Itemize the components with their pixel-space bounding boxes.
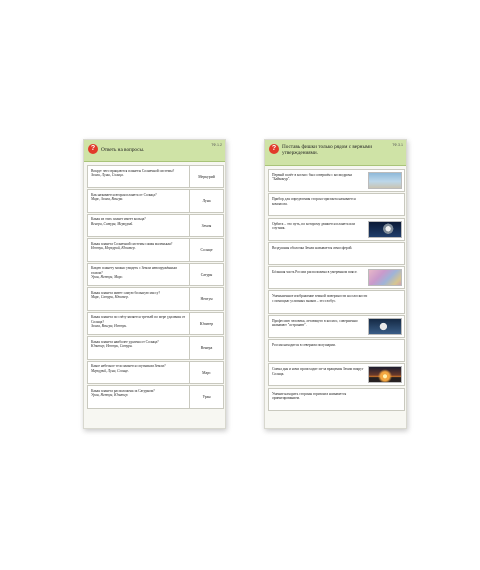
question-label: Какую планету можно увидеть с Земли невооружённым глазом?	[91, 266, 177, 275]
answer-cell[interactable]: Венера	[189, 337, 223, 358]
question-row	[87, 312, 224, 335]
statement-row[interactable]	[268, 193, 405, 216]
question-row	[87, 361, 224, 384]
question-list	[87, 165, 224, 410]
question-row	[87, 263, 224, 286]
card-title: Поставь фишки только рядом с верными утверждениями.	[282, 144, 372, 156]
question-label: Какая планета по счёту является третьей по мере удаления от Солнца?	[91, 315, 186, 324]
question-text	[91, 266, 189, 279]
question-options: Марс, Сатурн, Юпитер.	[91, 295, 129, 300]
question-options: Земли, Луны, Солнца.	[91, 172, 124, 177]
question-row	[87, 385, 224, 408]
question-text	[91, 340, 189, 349]
statement-text: Бóльшая часть России расположена в умеренном поясе.	[272, 270, 358, 275]
card-header	[265, 140, 406, 166]
answer-cell[interactable]: Меркурий	[189, 166, 223, 187]
question-options: Марс, Земля, Венера.	[91, 197, 124, 202]
question-options: Уран, Нептун, Юпитер.	[91, 393, 129, 398]
question-label: Какое небесное тело является спутником Земли?	[91, 364, 166, 369]
question-text	[91, 242, 189, 251]
quiz-card-statements	[264, 139, 407, 429]
statement-row[interactable]	[268, 363, 405, 386]
statement-text: Профессию человека, летающего в космос, совершенно называют "астронавт".	[272, 318, 358, 327]
statement-row[interactable]	[268, 218, 405, 241]
question-options: Уран, Нептун, Марс.	[91, 275, 124, 280]
statement-text: Смена дня и ночи происходит из-за вращения Земли вокруг Солнца.	[272, 367, 364, 376]
question-options: Юпитер, Нептун, Сатурн.	[91, 344, 133, 349]
astronaut-image	[368, 318, 402, 335]
rocket-image	[368, 172, 402, 189]
question-text	[91, 364, 189, 373]
question-label: Какая планета наиболее удалена от Солнца?	[91, 339, 159, 344]
answer-cell[interactable]: Юпитер	[189, 313, 223, 334]
satellite-image	[368, 221, 402, 238]
statement-row[interactable]	[268, 315, 405, 338]
question-text	[91, 217, 189, 226]
question-icon: ?	[88, 144, 98, 154]
answer-cell[interactable]: Нептун	[189, 288, 223, 309]
answer-cell[interactable]: Солнце	[189, 239, 223, 260]
statement-text: Орбита – это путь, по которому движется планета или спутник.	[272, 221, 355, 230]
question-text	[91, 389, 189, 398]
quiz-card-questions	[83, 139, 226, 429]
question-options: Нептун, Меркурий, Юпитер.	[91, 246, 136, 251]
statement-text: Прибор для определения сторон горизонта называется компасом.	[272, 197, 356, 206]
question-text	[91, 193, 189, 202]
answer-cell[interactable]: Сатурн	[189, 264, 223, 285]
statement-row[interactable]	[268, 339, 405, 362]
question-text	[91, 315, 189, 328]
statement-row[interactable]	[268, 169, 405, 192]
question-row	[87, 287, 224, 310]
question-label: Какая планета Солнечной системы самая маленькая?	[91, 241, 173, 246]
answer-cell[interactable]: Марс	[189, 362, 223, 383]
answer-cell[interactable]: Земля	[189, 215, 223, 236]
card-code: ТФ.3.1	[392, 143, 403, 147]
question-row	[87, 165, 224, 188]
question-row	[87, 189, 224, 212]
statement-text: Первый полёт в космос был совершён с космодрома "Байконур".	[272, 173, 353, 182]
question-options: Венера, Сатурн, Меркурий.	[91, 221, 134, 226]
question-label: Какая планета расположена за Сатурном?	[91, 388, 155, 393]
statement-row[interactable]	[268, 388, 405, 411]
map-image	[368, 269, 402, 286]
statement-text: Умение находить стороны горизонта называется ориентированием.	[272, 391, 347, 400]
statement-text: Россия находится в северном полушарии.	[272, 342, 336, 347]
card-title: Ответь на вопросы.	[101, 147, 145, 153]
statement-text: Уменьшенное изображение земной поверхности на плоскости с помощью условных знаков – это глобус.	[272, 294, 368, 303]
question-label: Какая планета имеет самую большую массу?	[91, 290, 161, 295]
question-options: Земля, Венера, Нептун.	[91, 324, 127, 328]
question-label: Какая из этих планет имеет кольца?	[91, 217, 146, 222]
statement-text: Воздушная оболочка Земли называется атмосферой.	[272, 245, 353, 250]
statement-list	[268, 169, 405, 412]
question-text	[91, 169, 189, 178]
card-header	[84, 140, 225, 162]
question-label: Вокруг чего вращаются планеты Солнечной системы?	[91, 168, 175, 173]
statement-row[interactable]	[268, 290, 405, 313]
question-row	[87, 214, 224, 237]
question-icon: ?	[269, 144, 279, 154]
question-row	[87, 238, 224, 261]
statement-row[interactable]	[268, 242, 405, 265]
answer-cell[interactable]: Луна	[189, 190, 223, 211]
card-code: ТФ.1.2	[211, 143, 222, 147]
answer-cell[interactable]: Уран	[189, 386, 223, 407]
question-label: Как называется вторая планета от Солнца?	[91, 192, 157, 197]
question-text	[91, 291, 189, 300]
statement-row[interactable]	[268, 266, 405, 289]
sunset-image	[368, 366, 402, 383]
question-row	[87, 336, 224, 359]
question-options: Меркурий, Луна, Солнце.	[91, 368, 130, 373]
